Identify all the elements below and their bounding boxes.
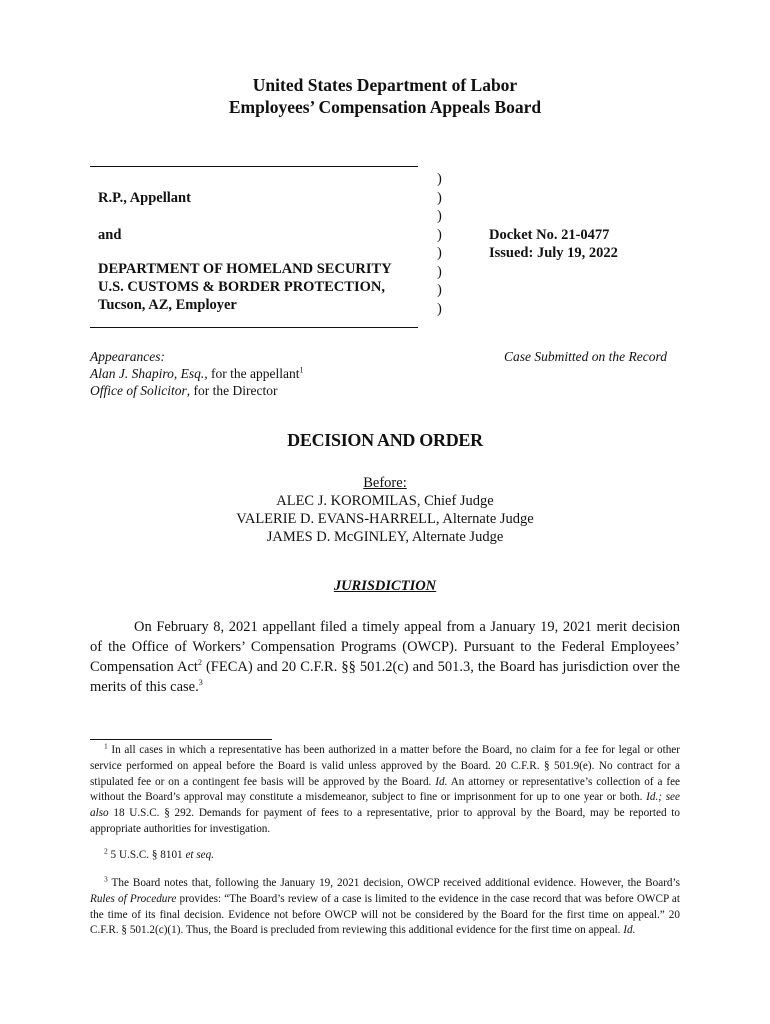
jurisdiction-text-b: (FECA) and 20 C.F.R. §§ 501.2(c) and 501.3, the Board has jurisdiction over the merits of this case. — [90, 659, 680, 695]
footnote-1-text-c: 18 U.S.C. § 292. Demands for payment of fees to a representative, prior to approval by the Board, may be reported to appropriate authorities for investigation. — [90, 807, 680, 835]
footnote-1-id: Id. — [435, 775, 448, 788]
appellant-name: R.P., Appellant — [98, 190, 191, 206]
footnote-3-text-b: provides: “The Board’s review of a case is limited to the evidence in the case record that was before OWCP at the time of its final decision. Evidence not before OWCP will not be considered by the Board for the first time on appeal.” 20 C.F.R. § 501.2(c)(1). Thus, the Board is precluded from reviewing this additional evidence for the first time on appeal. — [90, 892, 680, 937]
footnote-1 — [90, 743, 680, 838]
footnote-2-text: 5 U.S.C. § 8101 — [110, 849, 186, 861]
director-counsel — [90, 382, 303, 399]
footnote-3-mark: 3 — [104, 874, 108, 884]
docket-block — [489, 226, 618, 262]
paren: ) — [437, 263, 442, 280]
footnote-ref-3[interactable]: 3 — [198, 678, 203, 688]
department-name: United States Department of Labor — [252, 75, 518, 95]
paren: ) — [437, 189, 442, 206]
before-label: Before: — [363, 475, 407, 491]
footnote-ref-1[interactable]: 1 — [299, 365, 304, 375]
footnote-3-id: Id. — [623, 924, 636, 937]
solicitor-name: Office of Solicitor — [90, 383, 187, 398]
employer-line-1: DEPARTMENT OF HOMELAND SECURITY — [98, 261, 392, 277]
counsel-name: Alan J. Shapiro, Esq., — [90, 366, 208, 381]
footnote-3-rules: Rules of Procedure — [90, 892, 177, 905]
footnote-2-et-seq: et seq. — [185, 849, 215, 861]
employer-line-3: Tucson, AZ, Employer — [98, 297, 237, 313]
issued-date: Issued: July 19, 2022 — [489, 245, 618, 261]
counsel-role: for the appellant — [207, 366, 300, 381]
jurisdiction-text-a: On February 8, 2021 appellant filed a timely appeal from a January 19, 2021 merit decision of the Office of Workers’ Compensation Programs (OWCP). Pursuant to the Federal Employees’ Compensation Act — [90, 619, 680, 675]
employer-block — [98, 260, 392, 314]
footnote-2 — [90, 848, 680, 864]
judge-1: ALEC J. KOROMILAS, Chief Judge — [276, 493, 494, 509]
footnote-2-mark: 2 — [104, 846, 108, 856]
jurisdiction-paragraph — [90, 617, 680, 697]
board-name: Employees’ Compensation Appeals Board — [228, 97, 542, 117]
paren: ) — [437, 245, 442, 261]
judge-3: JAMES D. McGINLEY, Alternate Judge — [266, 529, 504, 545]
caption-bottom-rule — [90, 327, 418, 328]
paren: ) — [437, 282, 442, 298]
caption-top-rule — [90, 166, 418, 167]
paren: ) — [437, 226, 442, 243]
decision-title: DECISION AND ORDER — [287, 430, 483, 450]
paren: ) — [437, 208, 442, 224]
appearances-label: Appearances: — [90, 349, 165, 364]
caption-and: and — [98, 227, 122, 243]
footnote-separator — [90, 739, 272, 740]
solicitor-role: , for the Director — [186, 383, 278, 398]
employer-line-2: U.S. CUSTOMS & BORDER PROTECTION, — [98, 279, 385, 295]
footnote-1-text-b: An attorney or representative’s collection of a fee without the Board’s approval may constitute a misdemeanor, subject to fine or imprisonment for up to one year or both. — [90, 775, 681, 804]
footnote-3 — [90, 876, 680, 939]
judge-2: VALERIE D. EVANS-HARRELL, Alternate Judge — [236, 511, 534, 527]
panel-block — [0, 474, 770, 546]
footnote-1-mark: 1 — [104, 741, 108, 751]
appearances-block — [90, 348, 303, 399]
paren: ) — [437, 171, 442, 187]
footnote-3-text-a: The Board notes that, following the January 19, 2021 decision, OWCP received additional evidence. However, the Board’s — [111, 877, 680, 889]
appellant-counsel — [90, 365, 303, 382]
docket-number: Docket No. 21-0477 — [489, 227, 610, 243]
footnote-ref-2[interactable]: 2 — [197, 658, 202, 668]
footnote-1-see-also: Id.; see also — [90, 791, 680, 820]
agency-header — [0, 74, 770, 118]
jurisdiction-heading: JURISDICTION — [333, 578, 437, 594]
caption-parentheses — [437, 170, 442, 318]
paren: ) — [437, 300, 442, 317]
case-submitted-note: Case Submitted on the Record — [504, 349, 667, 364]
footnote-1-text-a: In all cases in which a representative has been authorized in a matter before the Board, no claim for a fee for legal or other service performed on appeal before the Board is valid unless approved by the Board. 20 C.F.R. § 501.9(e). No contract for a stipulated fee or on a contingent fee basis will be approved by the Board. — [90, 744, 680, 788]
